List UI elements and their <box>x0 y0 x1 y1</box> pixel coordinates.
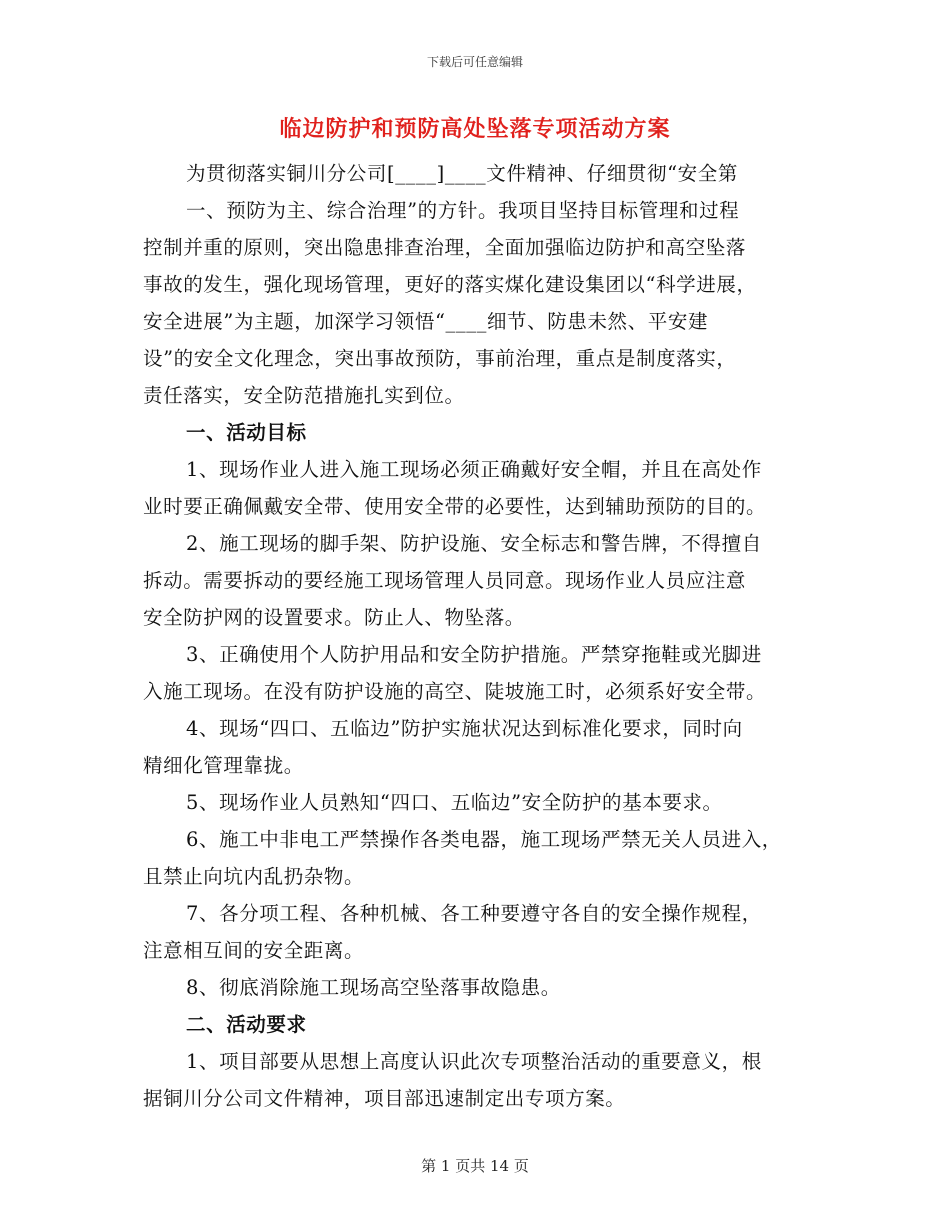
document-body <box>143 155 823 1117</box>
text-line: 1、项目部要从思想上高度认识此次专项整治活动的重要意义，根 <box>186 1050 762 1073</box>
section-heading: 一、活动目标 <box>186 421 307 444</box>
text-line: 责任落实，安全防范措施扎实到位。 <box>143 384 465 407</box>
section-heading: 二、活动要求 <box>186 1013 307 1036</box>
text-line: 3、正确使用个人防护用品和安全防护措施。严禁穿拖鞋或光脚进 <box>186 643 762 666</box>
text-line: 4、现场“四口、五临边”防护实施状况达到标准化要求，同时向 <box>186 717 743 740</box>
text-line: 业时要正确佩戴安全带、使用安全带的必要性，达到辅助预防的目的。 <box>143 495 767 518</box>
text-line: 为贯彻落实铜川分公司[____]____文件精神、仔细贯彻“安全第 <box>186 162 738 185</box>
text-line: 事故的发生，强化现场管理，更好的落实煤化建设集团以“科学进展， <box>143 273 757 296</box>
document-title: 临边防护和预防高处坠落专项活动方案 <box>279 116 671 142</box>
text-line: 安全进展”为主题，加深学习领悟“____细节、防患未然、平安建 <box>143 310 709 333</box>
text-line: 控制并重的原则，突出隐患排查治理，全面加强临边防护和高空坠落 <box>143 236 747 259</box>
text-line: 注意相互间的安全距离。 <box>143 939 365 962</box>
text-line: 设”的安全文化理念，突出事故预防，事前治理，重点是制度落实， <box>143 347 737 370</box>
page-footer: 第 1 页共 14 页 <box>421 1157 529 1175</box>
text-line: 入施工现场。在没有防护设施的高空、陡坡施工时，必须系好安全带。 <box>143 680 767 703</box>
text-line: 2、施工现场的脚手架、防护设施、安全标志和警告牌，不得擅自 <box>186 532 762 555</box>
text-line: 6、施工中非电工严禁操作各类电器，施工现场严禁无关人员进入， <box>186 828 782 851</box>
text-line: 安全防护网的设置要求。防止人、物坠落。 <box>143 606 525 629</box>
page-header: 下载后可任意编辑 <box>426 55 523 69</box>
text-line: 8、彻底消除施工现场高空坠落事故隐患。 <box>186 976 561 999</box>
text-line: 一、预防为主、综合治理”的方针。我项目坚持目标管理和过程 <box>186 199 740 222</box>
text-line: 1、现场作业人进入施工现场必须正确戴好安全帽，并且在高处作 <box>186 458 762 481</box>
text-line: 据铜川分公司文件精神，项目部迅速制定出专项方案。 <box>143 1087 626 1110</box>
text-line: 7、各分项工程、各种机械、各工种要遵守各自的安全操作规程， <box>186 902 762 925</box>
text-line: 且禁止向坑内乱扔杂物。 <box>143 865 365 888</box>
text-line: 精细化管理靠拢。 <box>143 754 304 777</box>
text-line: 拆动。需要拆动的要经施工现场管理人员同意。现场作业人员应注意 <box>143 569 747 592</box>
text-line: 5、现场作业人员熟知“四口、五临边”安全防护的基本要求。 <box>186 791 723 814</box>
